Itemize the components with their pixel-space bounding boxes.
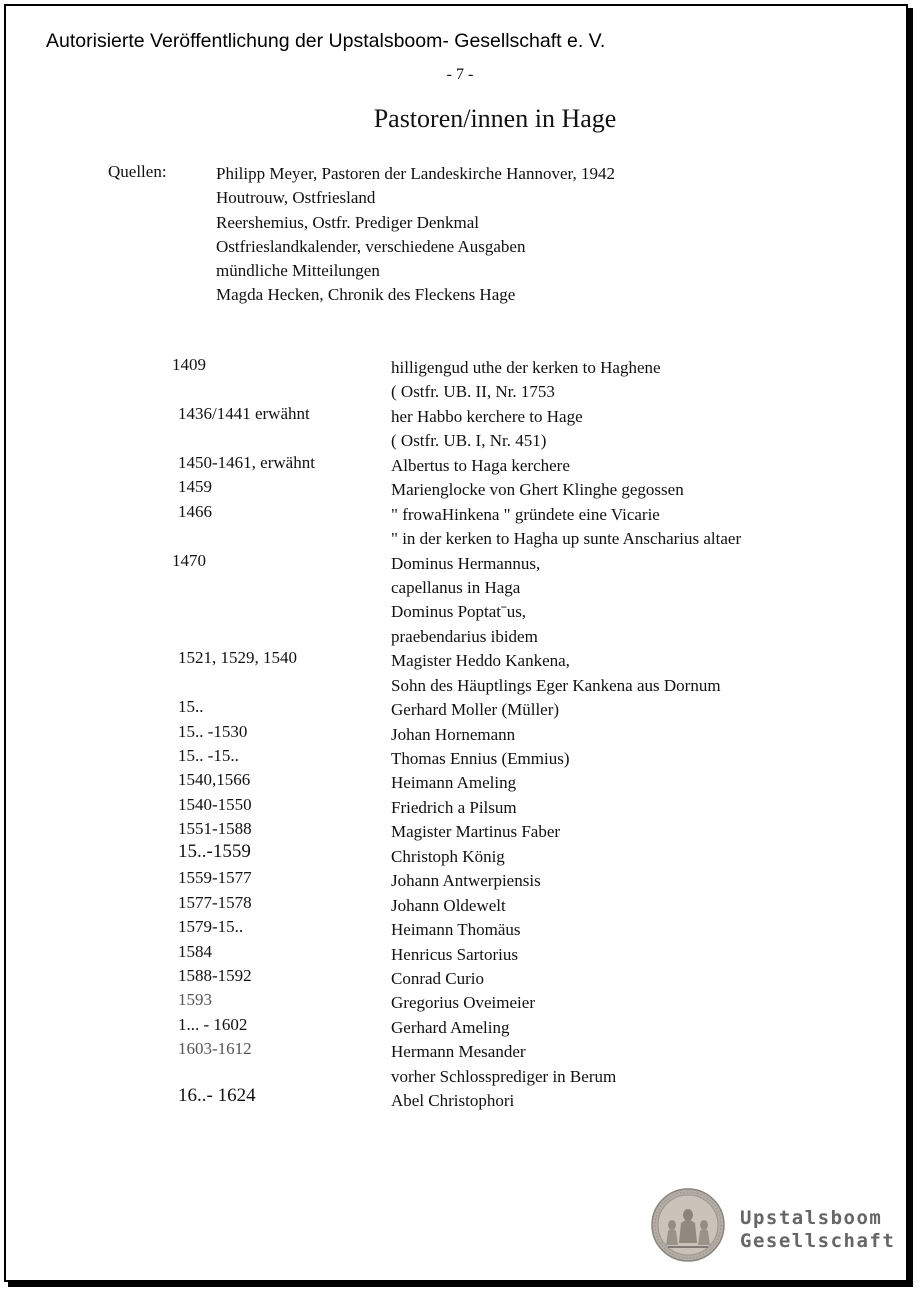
entry-description: Dominus Poptatˉus, — [391, 602, 527, 622]
entry-description: capellanus in Haga — [391, 577, 521, 597]
source-item: Reershemius, Ostfr. Prediger Denkmal — [216, 212, 479, 232]
entry-description: Gerhard Moller (Müller) — [391, 700, 560, 720]
logo-line-2: Gesellschaft — [740, 1230, 896, 1252]
list-item — [0, 477, 920, 501]
source-item: Ostfrieslandkalender, verschiedene Ausgaben — [216, 236, 526, 256]
entry-date: 1540-1550 — [178, 794, 252, 814]
list-item — [0, 770, 920, 794]
entry-date: 1603-1612 — [178, 1039, 252, 1059]
entry-description: Marienglocke von Ghert Klinghe gegossen — [391, 480, 684, 500]
entry-description: Johann Antwerpiensis — [391, 871, 541, 891]
list-item — [0, 795, 920, 819]
source-item: Houtrouw, Ostfriesland — [216, 188, 376, 208]
list-item — [0, 840, 920, 868]
entry-description: Johan Hornemann — [391, 724, 516, 744]
entry-description: Magister Heddo Kankena, — [391, 651, 570, 671]
list-item — [0, 599, 920, 623]
entry-description: Magister Martinus Faber — [391, 822, 561, 842]
entry-date: 1470 — [172, 550, 206, 570]
entry-description: Abel Christophori — [391, 1091, 515, 1111]
page-title: Pastoren/innen in Hage — [373, 104, 617, 133]
entry-date: 16..- 1624 — [178, 1085, 256, 1107]
list-item — [0, 404, 920, 428]
entry-date: 1584 — [178, 941, 212, 961]
entry-date: 1559-1577 — [178, 868, 252, 888]
list-item — [0, 1064, 920, 1088]
list-item — [0, 575, 920, 599]
entry-description: ( Ostfr. UB. I, Nr. 451) — [391, 431, 547, 451]
list-item — [0, 428, 920, 452]
list-item — [0, 1039, 920, 1063]
page-header: Autorisierte Veröffentlichung der Upstalsboom- Gesellschaft e. V. — [46, 30, 606, 52]
entry-date: 1459 — [178, 477, 212, 497]
entry-date: 1521, 1529, 1540 — [178, 648, 297, 668]
entry-description: hilligengud uthe der kerken to Haghene — [391, 358, 661, 377]
entry-date: 1540,1566 — [178, 770, 251, 790]
entry-description: Henricus Sartorius — [391, 944, 519, 964]
list-item — [0, 648, 920, 672]
entry-date: 1466 — [178, 501, 212, 521]
entry-date: 15.. -1530 — [178, 721, 248, 741]
entry-description: Johann Oldewelt — [391, 895, 506, 915]
list-item — [0, 624, 920, 648]
list-item — [0, 746, 920, 770]
list-item — [0, 966, 920, 990]
list-item — [0, 453, 920, 477]
list-item — [0, 868, 920, 892]
entry-description: Gregorius Oveimeier — [391, 993, 535, 1013]
entry-description: Christoph König — [391, 846, 505, 866]
entry-description: Gerhard Ameling — [391, 1017, 510, 1037]
entry-date: 15.. — [178, 697, 204, 717]
entry-description: her Habbo kerchere to Hage — [391, 406, 583, 426]
entry-date: 1593 — [178, 990, 212, 1010]
seal-icon — [650, 1187, 726, 1263]
entry-date: 15..-1559 — [178, 840, 251, 862]
source-item: mündliche Mitteilungen — [216, 261, 380, 281]
logo-line-1: Upstalsboom — [740, 1207, 883, 1229]
entry-date: 1579-15.. — [178, 917, 244, 937]
list-item — [0, 893, 920, 917]
entry-description: " frowaHinkena " gründete eine Vicarie — [391, 504, 660, 524]
entry-date: 1409 — [172, 355, 206, 374]
entry-date: 1588-1592 — [178, 965, 252, 985]
list-item — [0, 1015, 920, 1039]
source-item: Philipp Meyer, Pastoren der Landeskirche Hannover, 1942 — [216, 164, 615, 183]
entry-date: 15.. -15.. — [178, 746, 239, 765]
entry-description: Conrad Curio — [391, 968, 485, 988]
list-item — [0, 355, 920, 379]
entry-date: 1551-1588 — [178, 819, 252, 839]
source-item: Magda Hecken, Chronik des Fleckens Hage — [216, 285, 516, 305]
entry-description: Friedrich a Pilsum — [391, 797, 517, 817]
entry-description: Albertus to Haga kerchere — [391, 455, 570, 475]
entry-description: vorher Schlossprediger in Berum — [391, 1066, 617, 1086]
society-logo — [650, 1187, 910, 1273]
entry-description: " in der kerken to Hagha up sunte Anscharius altaer — [391, 529, 742, 549]
sources-list — [216, 162, 615, 308]
list-item — [0, 1085, 920, 1112]
entry-date: 1436/1441 erwähnt — [178, 403, 310, 423]
list-item — [0, 673, 920, 697]
list-item — [0, 526, 920, 550]
sources-label: Quellen: — [108, 162, 167, 181]
entry-description: ( Ostfr. UB. II, Nr. 1753 — [391, 382, 555, 402]
entry-description: Heimann Ameling — [391, 773, 517, 793]
entry-description: Sohn des Häuptlings Eger Kankena aus Dornum — [391, 675, 721, 695]
list-item — [0, 990, 920, 1014]
list-item — [0, 722, 920, 746]
frame-shadow-bottom — [8, 1282, 913, 1287]
pastor-list — [0, 355, 920, 1113]
entry-description: Dominus Hermannus, — [391, 553, 541, 573]
list-item — [0, 502, 920, 526]
entry-date: 1... - 1602 — [178, 1014, 248, 1034]
entry-date: 1577-1578 — [178, 892, 252, 912]
entry-description: Hermann Mesander — [391, 1042, 526, 1062]
page-number: - 7 - — [446, 66, 474, 83]
list-item — [0, 819, 920, 843]
entry-description: praebendarius ibidem — [391, 626, 538, 646]
list-item — [0, 917, 920, 941]
list-item — [0, 379, 920, 403]
entry-description: Heimann Thomäus — [391, 920, 521, 940]
list-item — [0, 697, 920, 721]
entry-description: Thomas Ennius (Emmius) — [391, 749, 570, 768]
list-item — [0, 942, 920, 966]
entry-date: 1450-1461, erwähnt — [178, 452, 315, 472]
logo-text — [740, 1207, 895, 1253]
list-item — [0, 551, 920, 575]
